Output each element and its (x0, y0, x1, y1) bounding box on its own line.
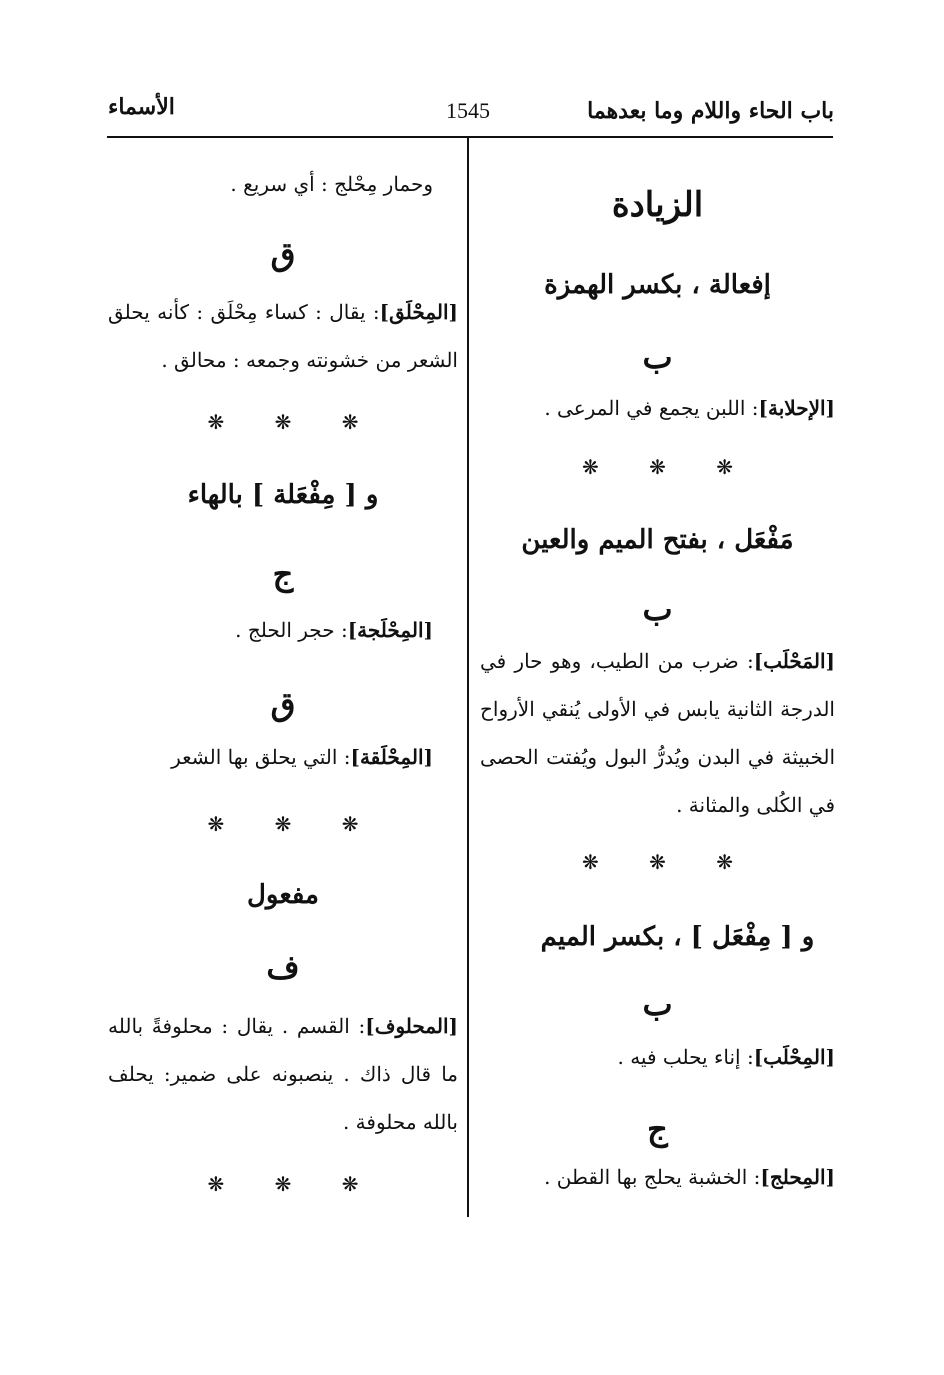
entry-definition: : التي يحلق بها الشعر (171, 745, 351, 769)
entry-definition: : حجر الحلج . (235, 618, 348, 642)
entry-term: [الإحلابة] (758, 396, 835, 420)
separator-stars: ❋ ❋ ❋ (207, 812, 381, 836)
pattern-heading: و [ مِفْعَلة ] بالهاء (187, 480, 379, 510)
entry (480, 637, 835, 829)
separator-stars: ❋ ❋ ❋ (582, 850, 755, 874)
entry-definition: : الخشبة يحلج بها القطن . (544, 1165, 761, 1189)
entry-term: [المَحْلَب] (753, 649, 835, 673)
entry (108, 745, 433, 769)
entry (480, 1165, 835, 1189)
entry (480, 396, 835, 420)
entry-term: [المِحْلَقة] (350, 745, 433, 769)
section-title: الأسماء (108, 94, 175, 120)
entry-term: [المِحْلَق] (379, 300, 458, 324)
header-rule (107, 136, 833, 138)
pattern-heading: مفعول (247, 880, 319, 910)
entry (108, 618, 433, 642)
section-heading: الزيادة (611, 185, 704, 225)
pattern-heading: إفعالة ، بكسر الهمزة (544, 270, 771, 300)
letter-heading: ف (266, 948, 300, 986)
letter-heading: ج (647, 1110, 668, 1148)
entry-term: [المحلوف] (365, 1014, 458, 1038)
entry (480, 1045, 835, 1069)
page-header (0, 88, 944, 138)
pattern-heading: مَفْعَل ، بفتح الميم والعين (521, 525, 794, 555)
separator-stars: ❋ ❋ ❋ (207, 410, 381, 434)
separator-stars: ❋ ❋ ❋ (207, 1172, 381, 1196)
entry (108, 1002, 458, 1146)
separator-stars: ❋ ❋ ❋ (582, 455, 755, 479)
entry-definition: : إناء يحلب فيه . (617, 1045, 754, 1069)
letter-heading: ق (270, 685, 296, 723)
letter-heading: ق (270, 235, 296, 273)
letter-heading: ب (642, 985, 673, 1023)
letter-heading: ج (272, 555, 294, 593)
entry-term: [المِحلج] (760, 1165, 835, 1189)
column-divider (467, 137, 469, 1217)
entry-definition: : اللبن يجمع في المرعى . (544, 396, 759, 420)
entry (108, 288, 458, 384)
chapter-title: باب الحاء واللام وما بعدهما (587, 98, 834, 124)
entry-definition: : القسم . يقال : محلوفةً بالله ما قال ذاك . ينصبونه على ضمير: يحلف بالله محلوفة . (108, 1014, 458, 1134)
letter-heading: ب (642, 338, 673, 376)
entry-definition: : ضرب من الطيب، وهو حار في الدرجة الثانية يابس في الأولى يُنقي الأرواح الخبيثة في البدن ويُدرُّ البول ويُفتت الحصى في الكُلى والمثانة . (480, 649, 835, 817)
entry-definition: : يقال : كساء مِحْلَق : كأنه يحلق الشعر من خشونته وجمعه : محالق . (108, 300, 458, 372)
letter-heading: ب (642, 590, 673, 628)
page-number: 1545 (446, 98, 490, 123)
entry-term: [المِحْلَجة] (347, 618, 433, 642)
entry-term: [المِحْلَب] (753, 1045, 835, 1069)
pattern-heading: و [ مِفْعَل ] ، بكسر الميم (540, 922, 815, 952)
entry: وحمار مِحْلج : أي سريع . (230, 172, 433, 196)
